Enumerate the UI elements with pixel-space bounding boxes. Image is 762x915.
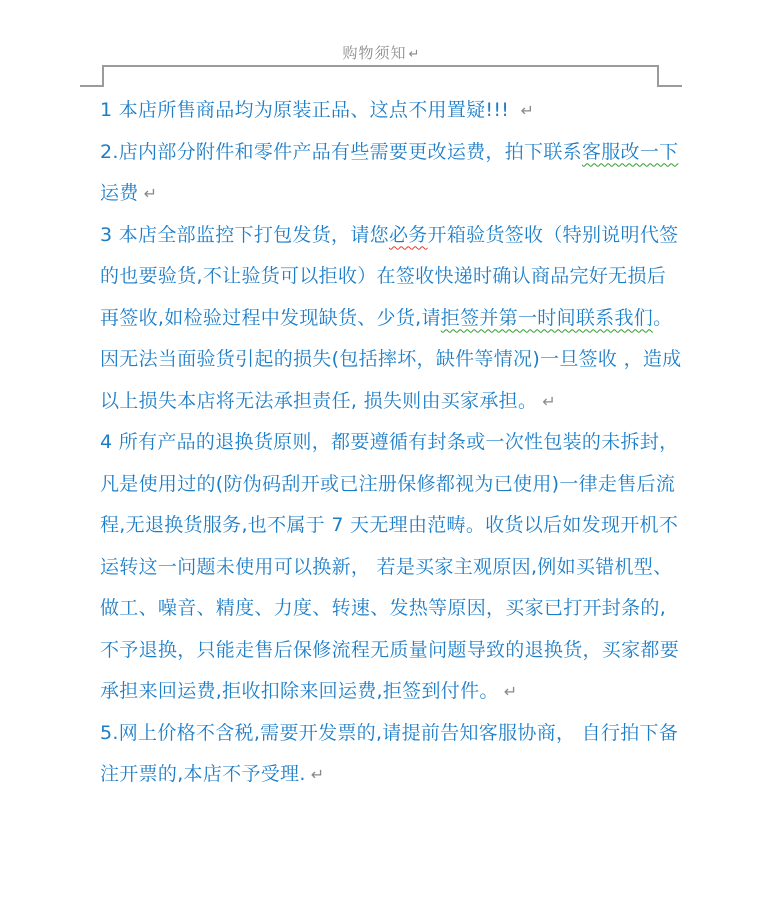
text-segment: 再签收,如检验过程中发现缺货、少货,请 [100,306,441,329]
text-line [100,173,675,215]
text-line [100,256,675,298]
text-segment: 不予退换，只能走售后保修流程无质量问题导致的退换货，买家都要 [100,638,680,661]
paragraph-mark-icon: ↵ [542,391,556,411]
text-line [100,464,675,506]
paragraph-mark-icon: ↵ [408,47,420,62]
text-segment: 5.网上价格不含税,需要开发票的,请提前告知客服协商， 自行拍下备 [100,721,679,744]
text-line [100,132,679,174]
text-segment: 。 [653,306,673,329]
text-segment: 做工、噪音、精度、力度、转速、发热等原因，买家已打开封条的, [100,597,667,619]
paragraph-mark-icon: ↵ [310,765,325,784]
text-line [100,422,679,464]
text-line [100,754,675,796]
spellcheck-flagged-text: 必务 [388,223,428,246]
text-line [100,90,675,132]
text-line [100,381,675,423]
text-segment: 注开票的,本店不予受理. [100,763,306,785]
page-header [0,42,762,63]
text-segment: 2.店内部分附件和零件产品有些需要更改运费，拍下联系 [100,140,582,163]
paragraph-mark-icon: ↵ [143,184,158,203]
text-segment: 承担来回运费,拒收扣除来回运费,拒签到付件。 [100,680,499,702]
text-segment: 程,无退换货服务,也不属于 7 天无理由范畴。收货以后如发现开机不 [100,514,679,536]
text-segment: 3 本店全部监控下打包发货，请您 [100,223,389,246]
text-line [100,630,680,672]
text-line [100,713,679,755]
text-line [100,505,679,547]
text-segment: 运转这一问题未使用可以换新， 若是买家主观原因,例如买错机型、 [100,555,673,578]
text-boundary-corner-right-icon [657,85,682,87]
paragraph-mark-icon: ↵ [520,101,534,120]
text-line [100,298,675,340]
text-boundary-corner-right-icon [657,65,659,87]
text-line [100,671,675,713]
text-line [100,588,675,630]
text-boundary-corner-left-icon [80,85,104,87]
text-segment: 1 本店所售商品均为原装正品、这点不用置疑!!! [100,99,516,121]
text-segment: 以上损失本店将无法承担责任, 损失则由买家承担。 [100,389,538,412]
grammarcheck-flagged-text: 拒签并第一时间联系我们 [440,306,654,329]
text-segment: 4 所有产品的退换货原则，都要遵循有封条或一次性包装的未拆封， [100,431,679,453]
document-body[interactable] [100,90,682,796]
grammarcheck-flagged-text: 客服改一下 [581,140,679,163]
paragraph-mark-icon: ↵ [503,682,518,701]
text-segment: 凡是使用过的(防伪码刮开或已注册保修都视为已使用)一律走售后流 [100,472,676,495]
text-line [100,215,679,257]
header-bottom-border [103,65,658,67]
text-segment: 因无法当面验货引起的损失(包括摔坏，缺件等情况)一旦签收 ，造成 [100,348,682,370]
text-line [100,339,682,381]
text-line [100,547,675,589]
header-title: 购物须知 [342,44,407,62]
text-segment: 的也要验货,不让验货可以拒收）在签收快递时确认商品完好无损后 [100,265,667,287]
text-segment: 开箱验货签收（特别说明代签 [427,223,679,246]
text-boundary-corner-left-icon [102,65,104,87]
text-segment: 运费 [100,182,139,204]
